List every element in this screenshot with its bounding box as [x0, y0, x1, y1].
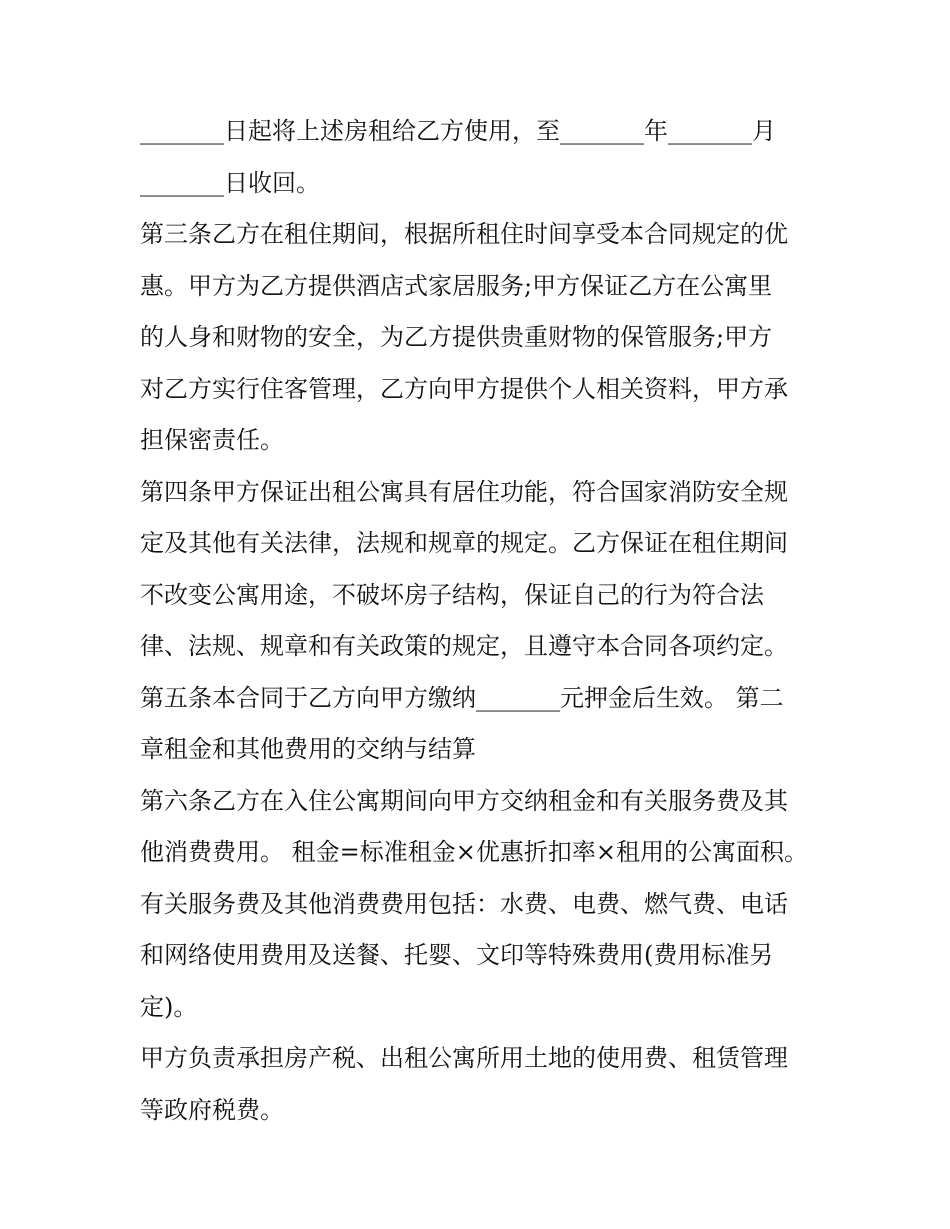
- text-line: 定)。: [140, 992, 198, 1021]
- text-line: 律、法规、规章和有关政策的规定，且遵守本合同各项约定。: [140, 632, 788, 660]
- text-line: 等政府税费。: [140, 1095, 284, 1124]
- text-line: 第六条乙方在入住公寓期间向甲方交纳租金和有关服务费及其: [140, 786, 788, 815]
- text-line: 有关服务费及其他消费费用包括：水费、电费、燃气费、电话: [140, 889, 788, 918]
- text-line: 对乙方实行住客管理，乙方向甲方提供个人相关资料，甲方承: [140, 374, 788, 403]
- text-line: 甲方负责承担房产税、出租公寓所用土地的使用费、租赁管理: [140, 1044, 788, 1072]
- text-line: 章租金和其他费用的交纳与结算: [140, 735, 476, 763]
- text-line: 他消费费用。 租金=标准租金×优惠折扣率×租用的公寓面积。: [140, 838, 808, 866]
- text-line: _______日起将上述房租给乙方使用，至_______年_______月: [140, 117, 776, 145]
- text-line: 惠。甲方为乙方提供酒店式家居服务;甲方保证乙方在公寓里: [140, 271, 773, 300]
- text-line: 第四条甲方保证出租公寓具有居住功能，符合国家消防安全规: [140, 477, 788, 506]
- text-line: _______日收回。: [140, 168, 320, 197]
- text-line: 不改变公寓用途，不破坏房子结构，保证自己的行为符合法: [140, 580, 764, 609]
- text-line: 第五条本合同于乙方向甲方缴纳_______元押金后生效。 第二: [140, 683, 784, 712]
- text-line: 担保密责任。: [140, 426, 284, 454]
- text-line: 的人身和财物的安全，为乙方提供贵重财物的保管服务;甲方: [140, 323, 773, 351]
- text-line: 第三条乙方在租住期间，根据所租住时间享受本合同规定的优: [140, 220, 788, 248]
- text-line: 定及其他有关法律，法规和规章的规定。乙方保证在租住期间: [140, 529, 788, 557]
- contract-text: [140, 106, 820, 1136]
- text-line: 和网络使用费用及送餐、托婴、文印等特殊费用(费用标准另: [140, 941, 774, 969]
